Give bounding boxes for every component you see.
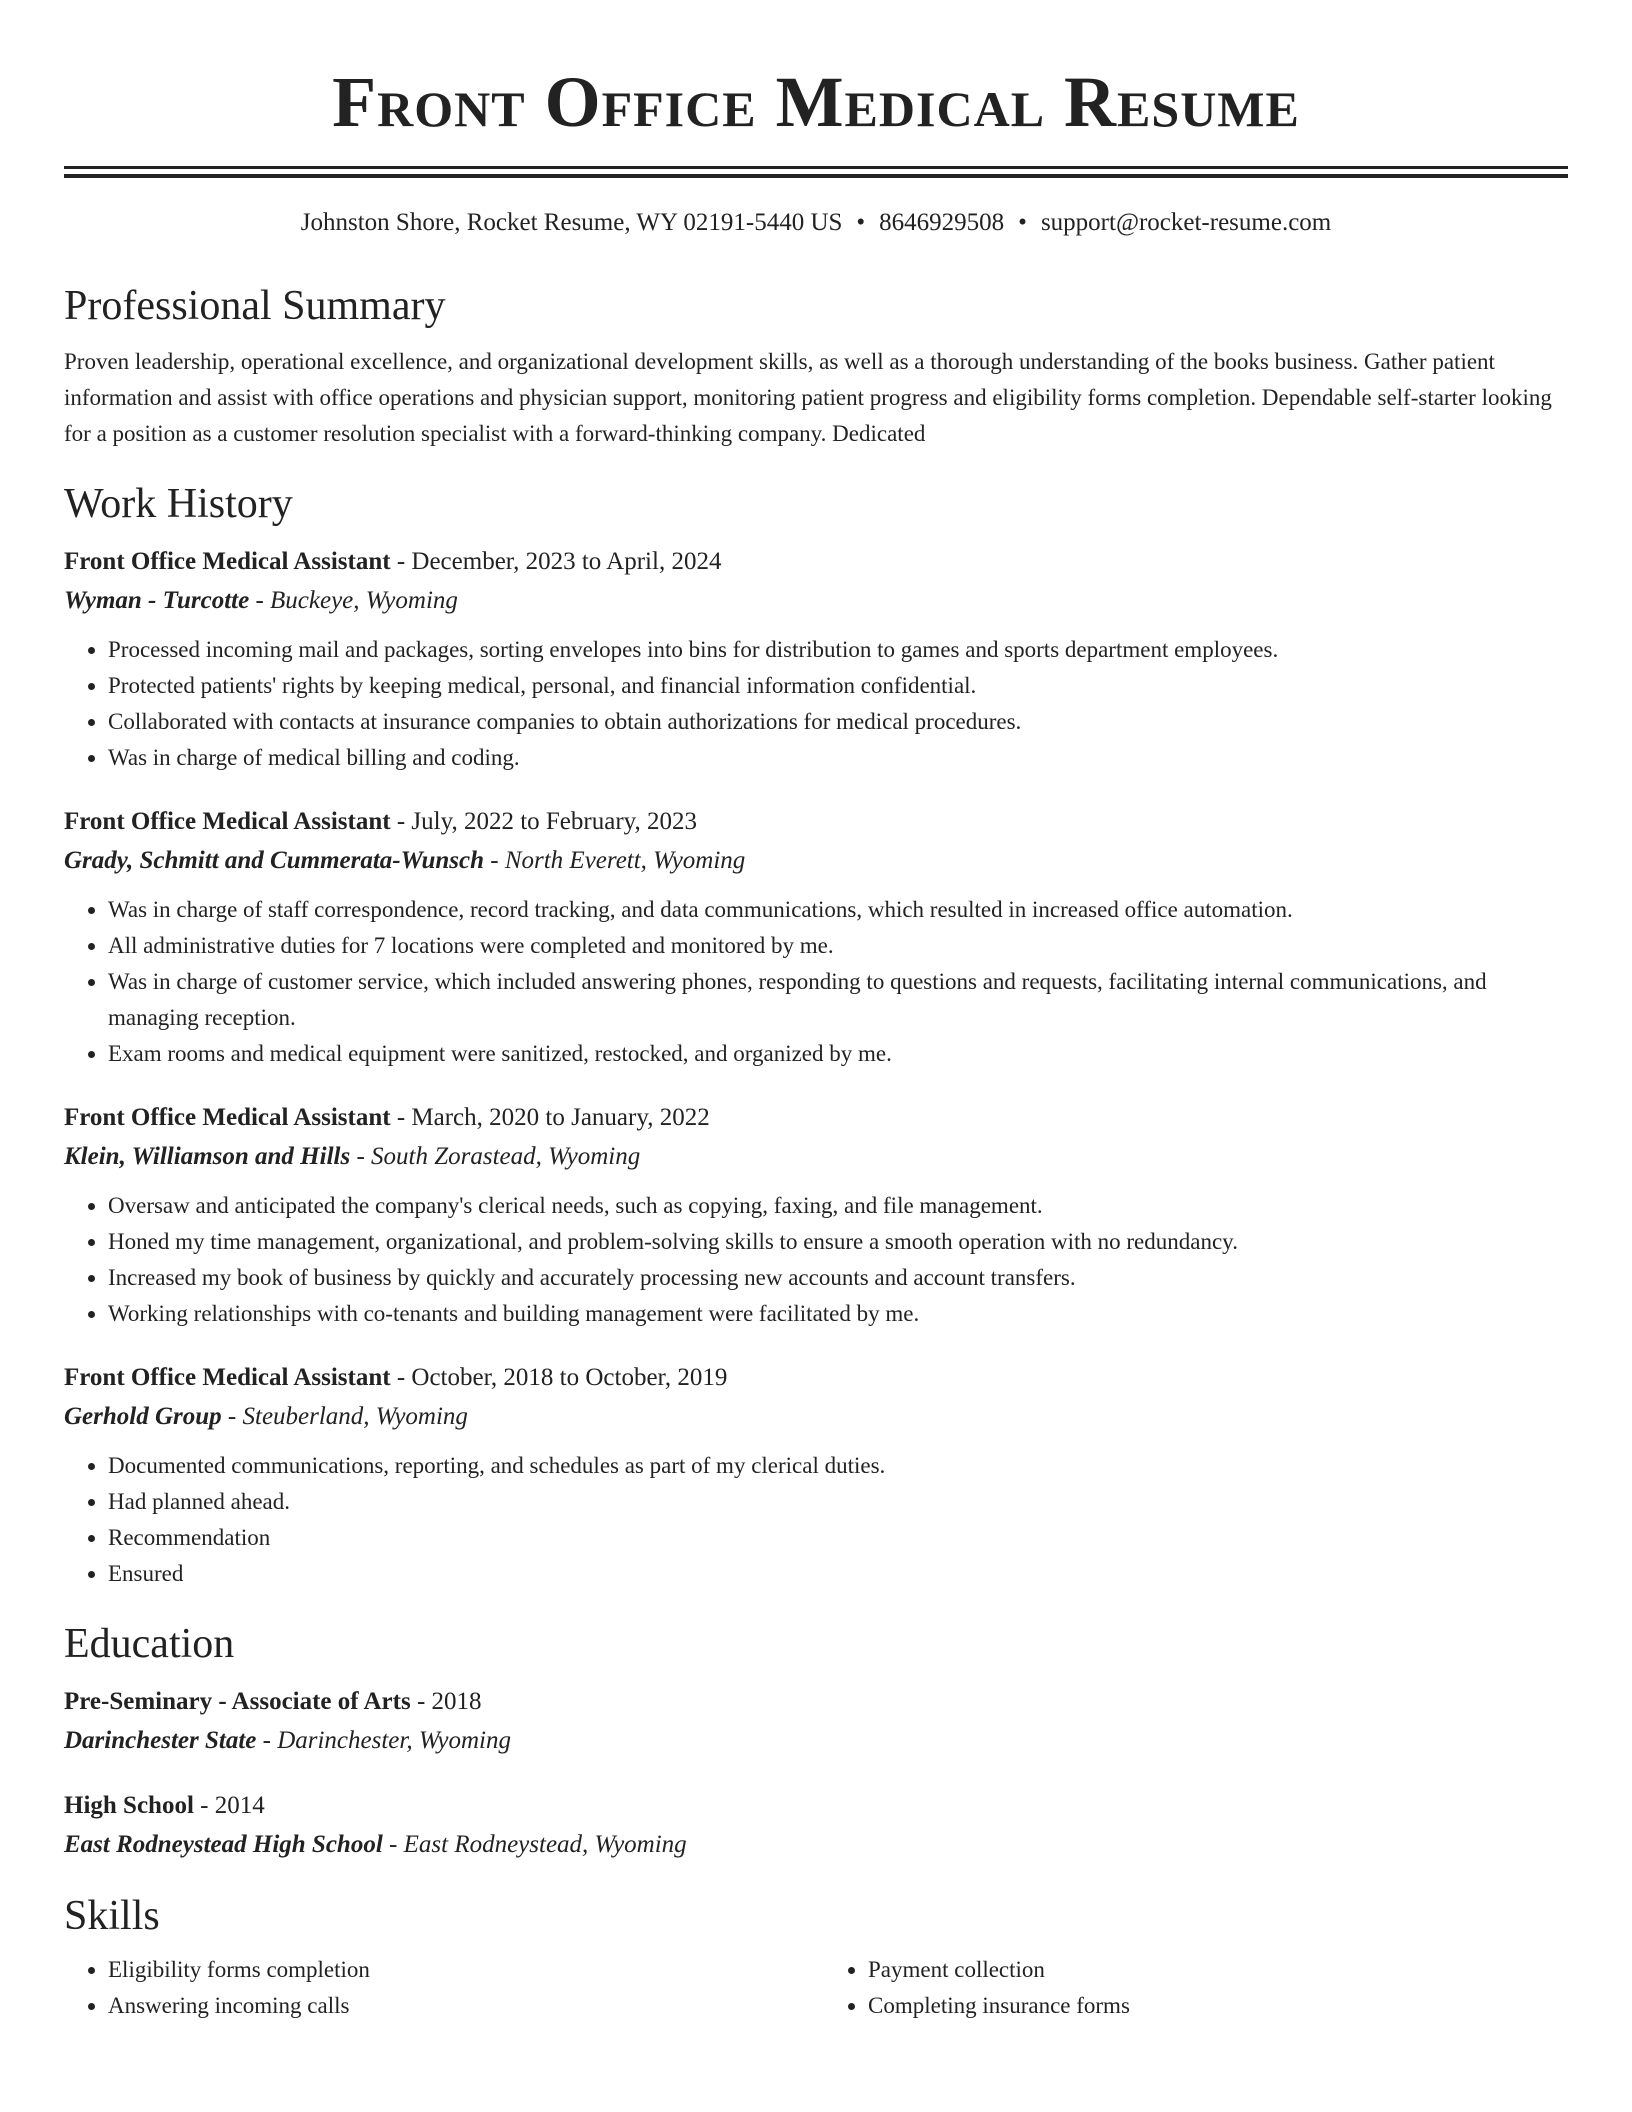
education-school: East Rodneystead High School bbox=[64, 1831, 383, 1858]
job-employer bbox=[64, 842, 1568, 880]
job-duty: • Ensured bbox=[108, 1556, 1568, 1592]
education-header bbox=[64, 1682, 1568, 1722]
job-title: Front Office Medical Assistant bbox=[64, 548, 391, 575]
job-duties bbox=[64, 1188, 1568, 1332]
contact-line bbox=[64, 206, 1568, 240]
skill-item: • Payment collection bbox=[868, 1952, 1566, 1988]
job-company: Gerhold Group bbox=[64, 1403, 222, 1430]
skill-item: • Eligibility forms completion bbox=[108, 1952, 806, 1988]
job-location: - Steuberland, Wyoming bbox=[221, 1403, 468, 1430]
job-employer bbox=[64, 582, 1568, 620]
job-location: - South Zorastead, Wyoming bbox=[350, 1143, 641, 1170]
job-employer bbox=[64, 1138, 1568, 1176]
job-location: - Buckeye, Wyoming bbox=[249, 587, 458, 614]
job-title: Front Office Medical Assistant bbox=[64, 1364, 391, 1391]
job-duty: • Exam rooms and medical equipment were sanitized, restocked, and organized by me. bbox=[108, 1036, 1568, 1072]
job-duty: • Honed my time management, organizational, and problem-solving skills to ensure a smooth operation with no redundancy. bbox=[108, 1224, 1568, 1260]
job-duty: • Collaborated with contacts at insurance companies to obtain authorizations for medical procedures. bbox=[108, 704, 1568, 740]
education-degree: Pre-Seminary - Associate of Arts bbox=[64, 1688, 411, 1715]
job-duties bbox=[64, 632, 1568, 776]
job-header bbox=[64, 1358, 1568, 1398]
education-school-line bbox=[64, 1722, 1568, 1760]
education-entry bbox=[64, 1682, 1568, 1760]
job-title: Front Office Medical Assistant bbox=[64, 1104, 391, 1131]
job-duty: • Oversaw and anticipated the company's clerical needs, such as copying, faxing, and file management. bbox=[108, 1188, 1568, 1224]
job-duty: • Working relationships with co-tenants and building management were facilitated by me. bbox=[108, 1296, 1568, 1332]
skill-item: • Answering incoming calls bbox=[108, 1988, 806, 2024]
job-company: Grady, Schmitt and Cummerata-Wunsch bbox=[64, 847, 484, 874]
education-entry bbox=[64, 1786, 1568, 1864]
job-title: Front Office Medical Assistant bbox=[64, 808, 391, 835]
education-school-line bbox=[64, 1826, 1568, 1864]
job-entry bbox=[64, 1358, 1568, 1592]
education-location: - East Rodneystead, Wyoming bbox=[382, 1831, 687, 1858]
job-duty: • Protected patients' rights by keeping medical, personal, and financial information confidential. bbox=[108, 668, 1568, 704]
skill-item: • Completing insurance forms bbox=[868, 1988, 1566, 2024]
job-duty: • Was in charge of staff correspondence, record tracking, and data communications, which resulted in increased office automation. bbox=[108, 892, 1568, 928]
contact-email: support@rocket-resume.com bbox=[1040, 209, 1332, 236]
education-degree: High School bbox=[64, 1792, 194, 1819]
skills-column-left bbox=[64, 1952, 806, 2024]
skills-list bbox=[64, 1952, 1568, 2024]
job-dates: - March, 2020 to January, 2022 bbox=[390, 1104, 710, 1131]
job-duty: • Had planned ahead. bbox=[108, 1484, 1568, 1520]
job-duty: • Processed incoming mail and packages, sorting envelopes into bins for distribution to games and sports department employees. bbox=[108, 632, 1568, 668]
job-entry bbox=[64, 802, 1568, 1072]
summary-text: Proven leadership, operational excellence, and organizational development skills, as well as a thorough understanding of the books business. Gather patient information and assist with office operations and physician support, monitoring patient progress and eligibility forms completion. Dependable self-starter looking for a position as a customer resolution specialist with a forward-thinking company. Dedicated bbox=[64, 349, 1552, 446]
job-employer bbox=[64, 1398, 1568, 1436]
contact-separator: • bbox=[856, 209, 866, 236]
skills-column-right bbox=[824, 1952, 1566, 2024]
contact-address: Johnston Shore, Rocket Resume, WY 02191-5440 US bbox=[300, 209, 843, 236]
job-dates: - July, 2022 to February, 2023 bbox=[390, 808, 698, 835]
job-duty: • Was in charge of medical billing and coding. bbox=[108, 740, 1568, 776]
job-location: - North Everett, Wyoming bbox=[484, 847, 746, 874]
job-entry bbox=[64, 542, 1568, 776]
education-header bbox=[64, 1786, 1568, 1826]
job-duty: • Was in charge of customer service, which included answering phones, responding to questions and requests, facilitating internal communications, and managing reception. bbox=[108, 964, 1568, 1036]
job-duty: • All administrative duties for 7 locations were completed and monitored by me. bbox=[108, 928, 1568, 964]
job-duty: • Documented communications, reporting, and schedules as part of my clerical duties. bbox=[108, 1448, 1568, 1484]
education-heading: Education bbox=[64, 1621, 235, 1667]
job-duties bbox=[64, 892, 1568, 1072]
contact-separator: • bbox=[1018, 209, 1027, 236]
summary-heading: Professional Summary bbox=[64, 283, 446, 329]
title-divider bbox=[64, 166, 1568, 178]
job-header bbox=[64, 542, 1568, 582]
contact-phone: 8646929508 bbox=[879, 209, 1005, 236]
job-header bbox=[64, 1098, 1568, 1138]
education-year: - 2018 bbox=[410, 1688, 482, 1715]
job-entry bbox=[64, 1098, 1568, 1332]
job-dates: - October, 2018 to October, 2019 bbox=[390, 1364, 728, 1391]
job-duty: • Recommendation bbox=[108, 1520, 1568, 1556]
education-school: Darinchester State bbox=[64, 1727, 257, 1754]
education-location: - Darinchester, Wyoming bbox=[256, 1727, 511, 1754]
job-duties bbox=[64, 1448, 1568, 1592]
skills-heading: Skills bbox=[64, 1893, 160, 1939]
job-company: Klein, Williamson and Hills bbox=[64, 1143, 351, 1170]
job-company: Wyman - Turcotte bbox=[64, 587, 250, 614]
job-dates: - December, 2023 to April, 2024 bbox=[390, 548, 722, 575]
job-duty: • Increased my book of business by quickly and accurately processing new accounts and account transfers. bbox=[108, 1260, 1568, 1296]
work-history-heading: Work History bbox=[64, 481, 293, 527]
education-year: - 2014 bbox=[193, 1792, 265, 1819]
job-header bbox=[64, 802, 1568, 842]
resume-title: Front Office Medical Resume bbox=[332, 62, 1300, 142]
